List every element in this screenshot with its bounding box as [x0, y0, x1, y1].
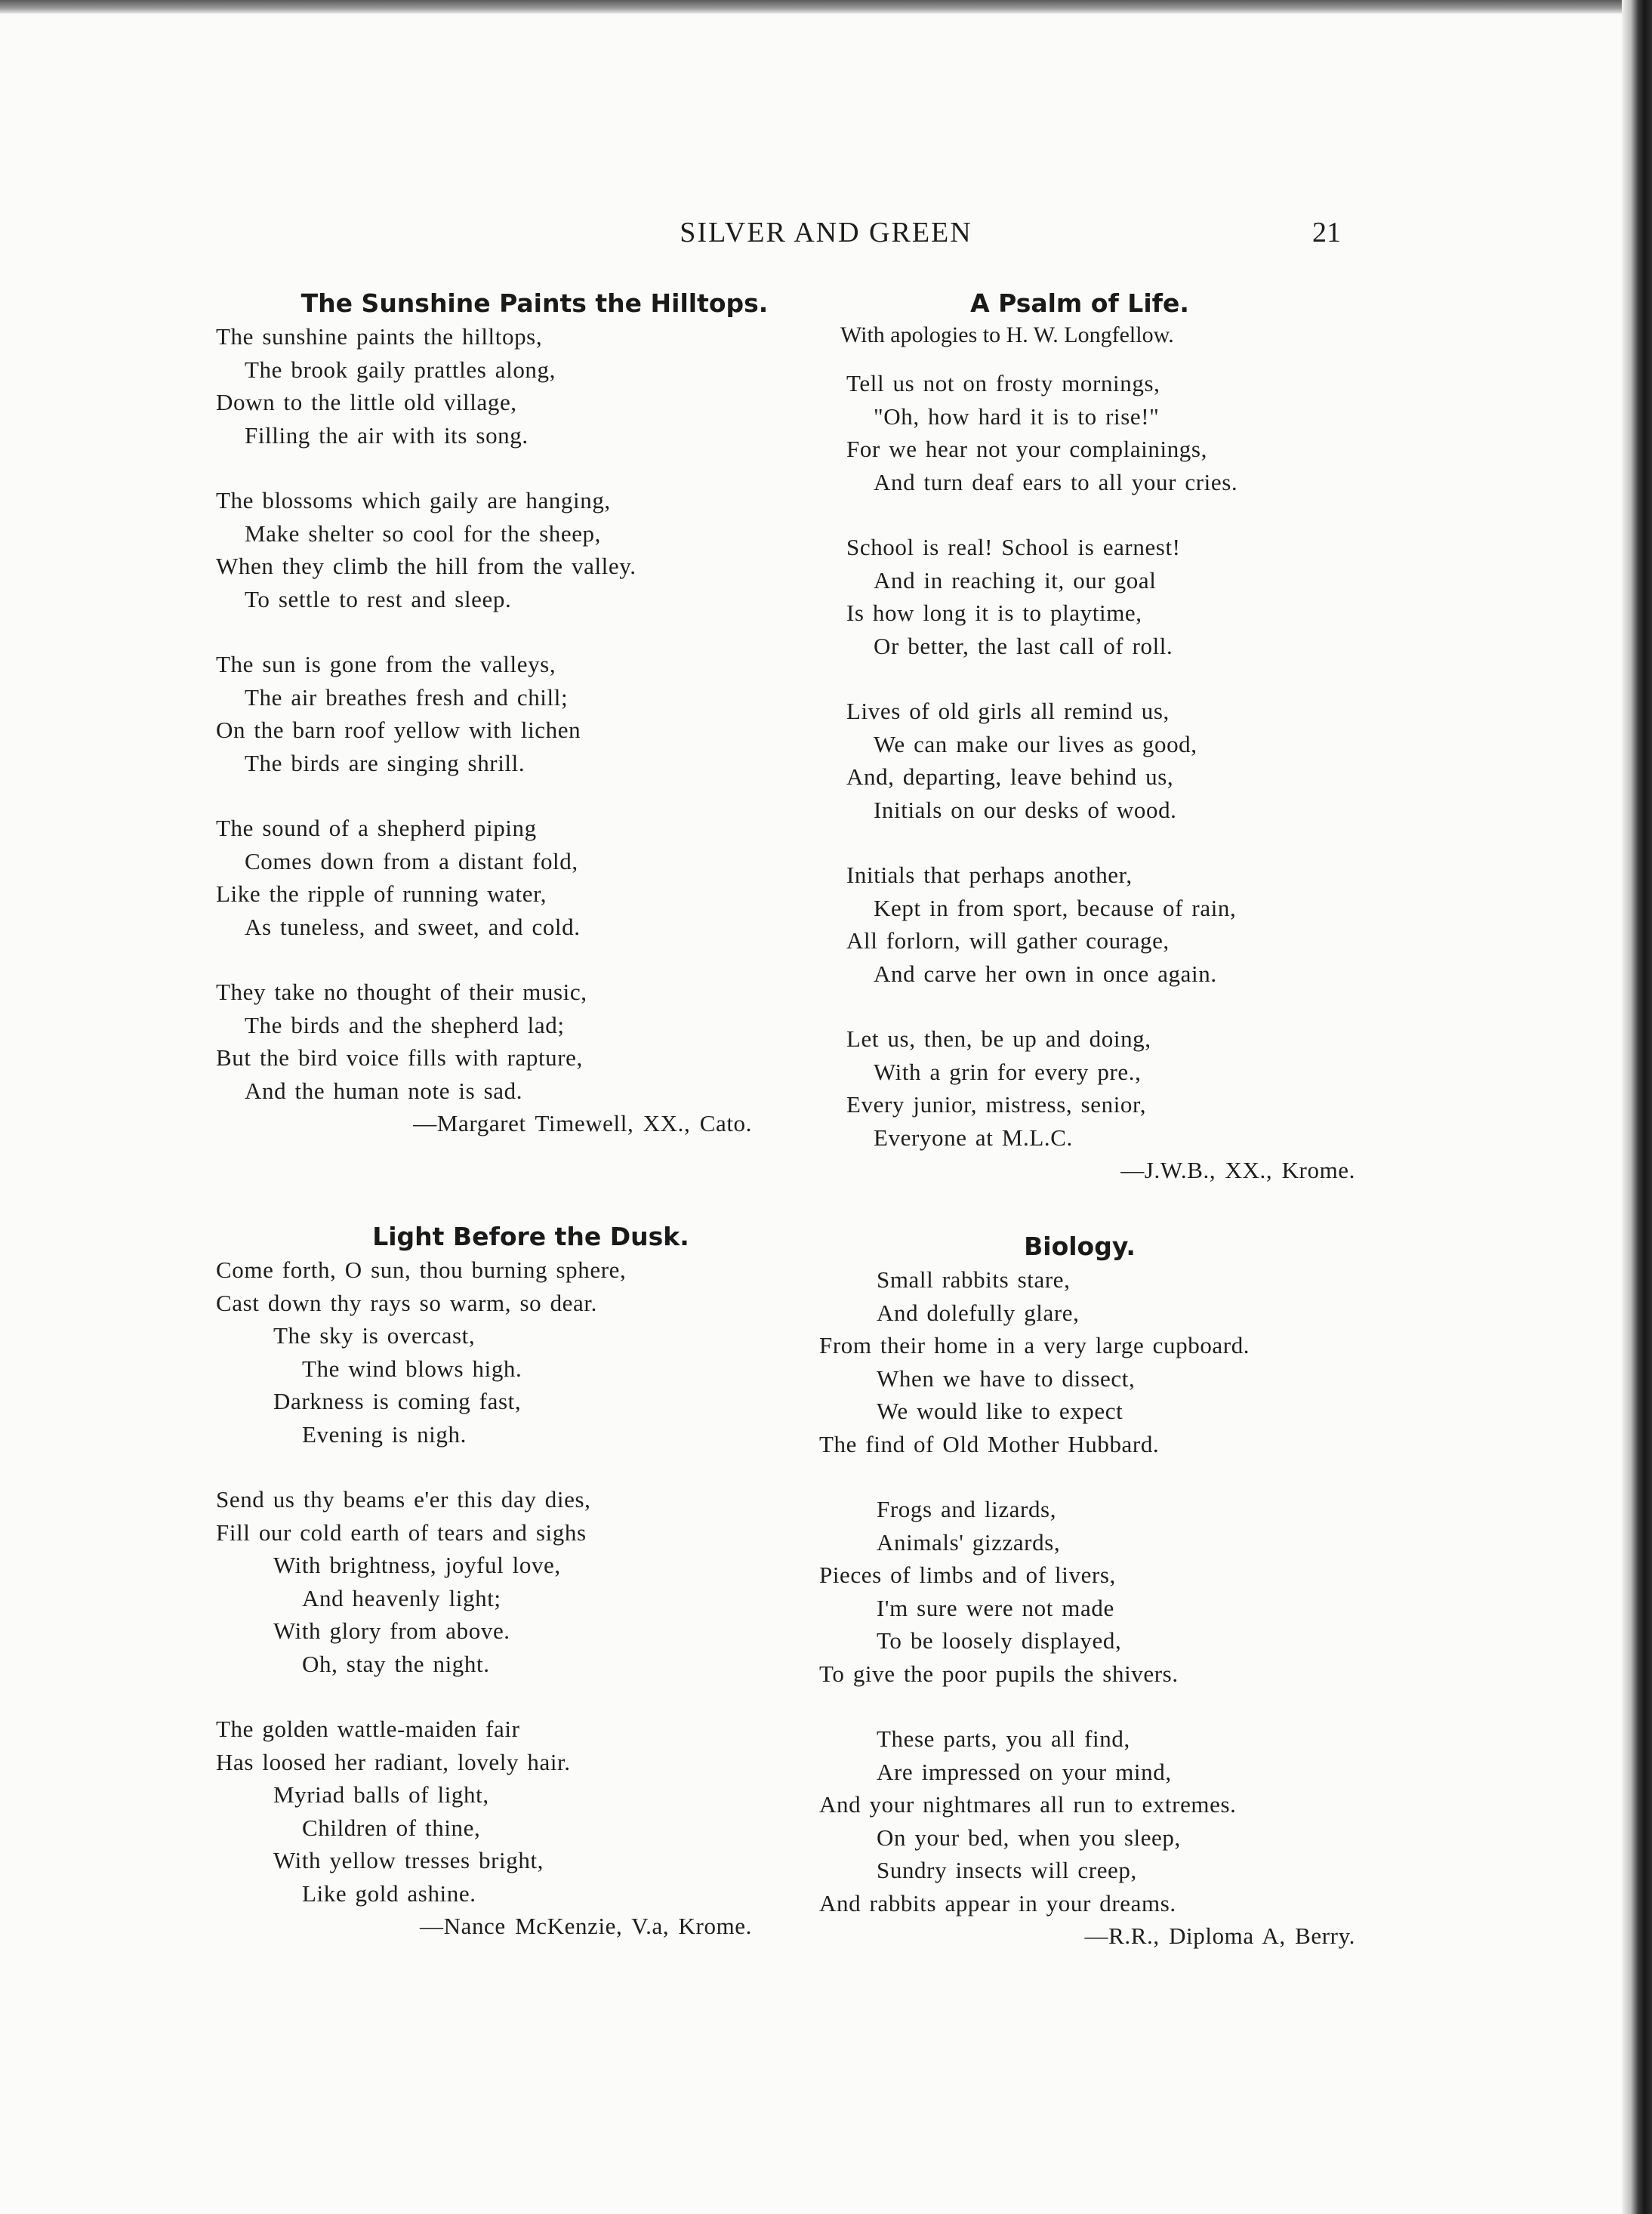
poem-line: Pieces of limbs and of livers,	[819, 1562, 1116, 1588]
poem-line: On the barn roof yellow with lichen	[216, 717, 581, 743]
poem-line: Frogs and lizards,	[877, 1496, 1057, 1522]
poem-line: The brook gaily prattles along,	[245, 356, 556, 383]
poem-line: We can make our lives as good,	[874, 730, 1197, 757]
poem-line: From their home in a very large cupboard.	[819, 1332, 1250, 1358]
poem-sunshine	[216, 287, 835, 1140]
poem-line: And in reaching it, our goal	[874, 566, 1157, 594]
poem-line: And heavenly light;	[302, 1584, 501, 1611]
poem-line: Like gold ashine.	[302, 1879, 476, 1907]
poem-title: The Sunshine Paints the Hilltops.	[301, 288, 769, 318]
stanza	[819, 531, 1438, 662]
poem-line: Tell us not on frosty mornings,	[846, 370, 1160, 396]
poem-line: Children of thine,	[302, 1814, 481, 1841]
poem-line: Lives of old girls all remind us,	[846, 698, 1170, 724]
poem-line: They take no thought of their music,	[216, 979, 587, 1005]
stanza	[216, 1253, 835, 1451]
poem-line: School is real! School is earnest!	[846, 534, 1181, 560]
poem-line: When they climb the hill from the valley.	[216, 553, 636, 579]
poem-line: And carve her own in once again.	[874, 960, 1217, 987]
poem-line: And dolefully glare,	[877, 1299, 1080, 1326]
stanza	[216, 648, 835, 779]
stanza	[819, 1022, 1438, 1154]
poem-line: Comes down from a distant fold,	[245, 847, 578, 874]
poem-line: We would like to expect	[877, 1398, 1123, 1424]
running-header: SILVER AND GREEN	[680, 217, 972, 248]
poem-line: To give the poor pupils the shivers.	[819, 1660, 1179, 1687]
poem-light-before-the-dusk	[216, 1220, 835, 1943]
poem-line: And, departing, leave behind us,	[846, 763, 1174, 790]
poem-line: The air breathes fresh and chill;	[245, 683, 569, 711]
poem-line: Come forth, O sun, thou burning sphere,	[216, 1257, 627, 1283]
poem-line: Evening is nigh.	[302, 1420, 467, 1448]
poem-line: The find of Old Mother Hubbard.	[819, 1430, 1160, 1457]
poem-line: And rabbits appear in your dreams.	[819, 1889, 1176, 1916]
poem-line: Has loosed her radiant, lovely hair.	[216, 1748, 571, 1775]
poem-line: The sun is gone from the valleys,	[216, 651, 556, 677]
poem-line: But the bird voice fills with rapture,	[216, 1044, 583, 1071]
poem-line: With brightness, joyful love,	[273, 1552, 561, 1578]
poem-line: And turn deaf ears to all your cries.	[874, 468, 1238, 495]
poem-line: Filling the air with its song.	[245, 421, 529, 449]
poem-line: Are impressed on your mind,	[877, 1758, 1172, 1785]
stanza	[216, 320, 835, 452]
poem-line: Down to the little old village,	[216, 389, 517, 415]
poem-line: These parts, you all find,	[877, 1725, 1130, 1752]
poem-line: To settle to rest and sleep.	[245, 585, 512, 612]
poem-line: The sound of a shepherd piping	[216, 815, 537, 841]
poem-line: The wind blows high.	[302, 1355, 522, 1382]
stanza	[216, 976, 835, 1107]
poem-line: Darkness is coming fast,	[273, 1388, 522, 1414]
poem-byline: —Nance McKenzie, V.a, Krome.	[420, 1913, 752, 1939]
poem-title: Biology.	[1024, 1232, 1136, 1261]
poem-line: Oh, stay the night.	[302, 1650, 490, 1677]
poem-line: All forlorn, will gather courage,	[846, 927, 1170, 954]
poem-psalm-of-life	[819, 287, 1438, 1187]
stanza	[819, 859, 1438, 990]
poem-line: To be loosely displayed,	[877, 1627, 1122, 1654]
poem-title: Light Before the Dusk.	[372, 1222, 689, 1251]
poem-line: With a grin for every pre.,	[874, 1058, 1142, 1085]
poem-line: For we hear not your complainings,	[846, 436, 1207, 462]
stanza	[819, 1263, 1438, 1460]
poem-line: Small rabbits stare,	[877, 1266, 1071, 1293]
poem-title: A Psalm of Life.	[970, 288, 1189, 318]
scanner-edge-top	[0, 0, 1652, 14]
poem-line: Initials on our desks of wood.	[874, 796, 1177, 823]
poem-line: Sundry insects will creep,	[877, 1857, 1137, 1883]
poem-line: The birds are singing shrill.	[245, 749, 525, 776]
poem-subtitle: With apologies to H. W. Longfellow.	[840, 322, 1174, 347]
stanza	[819, 695, 1438, 826]
poem-line: Let us, then, be up and doing,	[846, 1025, 1151, 1052]
stanza	[216, 1713, 835, 1910]
poem-line: And the human note is sad.	[245, 1077, 523, 1104]
stanza	[819, 367, 1438, 498]
page-number: 21	[1312, 217, 1341, 248]
poem-byline: —Margaret Timewell, XX., Cato.	[413, 1110, 752, 1136]
poem-line: The golden wattle-maiden fair	[216, 1716, 520, 1742]
poem-biology	[819, 1230, 1438, 1953]
poem-line: Send us thy beams e'er this day dies,	[216, 1486, 591, 1512]
poem-line: Every junior, mistress, senior,	[846, 1091, 1147, 1118]
poem-line: Is how long it is to playtime,	[846, 600, 1142, 626]
poem-line: Cast down thy rays so warm, so dear.	[216, 1289, 597, 1316]
poem-line: When we have to dissect,	[877, 1364, 1136, 1392]
poem-line: With glory from above.	[273, 1617, 510, 1644]
stanza	[819, 1722, 1438, 1920]
poem-line: The birds and the shepherd lad;	[245, 1011, 565, 1038]
stanza	[819, 1493, 1438, 1690]
poem-line: The sunshine paints the hilltops,	[216, 323, 543, 350]
stanza	[216, 484, 835, 615]
poem-line: I'm sure were not made	[877, 1594, 1114, 1621]
poem-byline: —J.W.B., XX., Krome.	[1120, 1157, 1355, 1183]
poem-line: Myriad balls of light,	[273, 1781, 489, 1808]
poem-line: Fill our cold earth of tears and sighs	[216, 1519, 587, 1546]
scanner-edge-right	[1622, 0, 1652, 2214]
poem-line: Like the ripple of running water,	[216, 880, 547, 907]
poem-byline: —R.R., Diploma A, Berry.	[1084, 1923, 1355, 1949]
poem-line: Animals' gizzards,	[877, 1528, 1061, 1556]
stanza	[216, 1483, 835, 1680]
poem-line: The sky is overcast,	[273, 1322, 476, 1349]
poem-line: "Oh, how hard it is to rise!"	[874, 402, 1160, 430]
poem-line: On your bed, when you sleep,	[877, 1824, 1181, 1851]
poem-line: Kept in from sport, because of rain,	[874, 894, 1237, 921]
poem-line: Or better, the last call of roll.	[874, 632, 1173, 659]
poem-line: Everyone at M.L.C.	[874, 1124, 1073, 1151]
poem-line: Initials that perhaps another,	[846, 862, 1133, 888]
poem-line: And your nightmares all run to extremes.	[819, 1791, 1237, 1818]
poem-line: Make shelter so cool for the sheep,	[245, 520, 602, 547]
poem-line: As tuneless, and sweet, and cold.	[245, 913, 581, 940]
stanza	[216, 812, 835, 943]
poem-line: The blossoms which gaily are hanging,	[216, 487, 611, 513]
poem-line: With yellow tresses bright,	[273, 1847, 544, 1873]
